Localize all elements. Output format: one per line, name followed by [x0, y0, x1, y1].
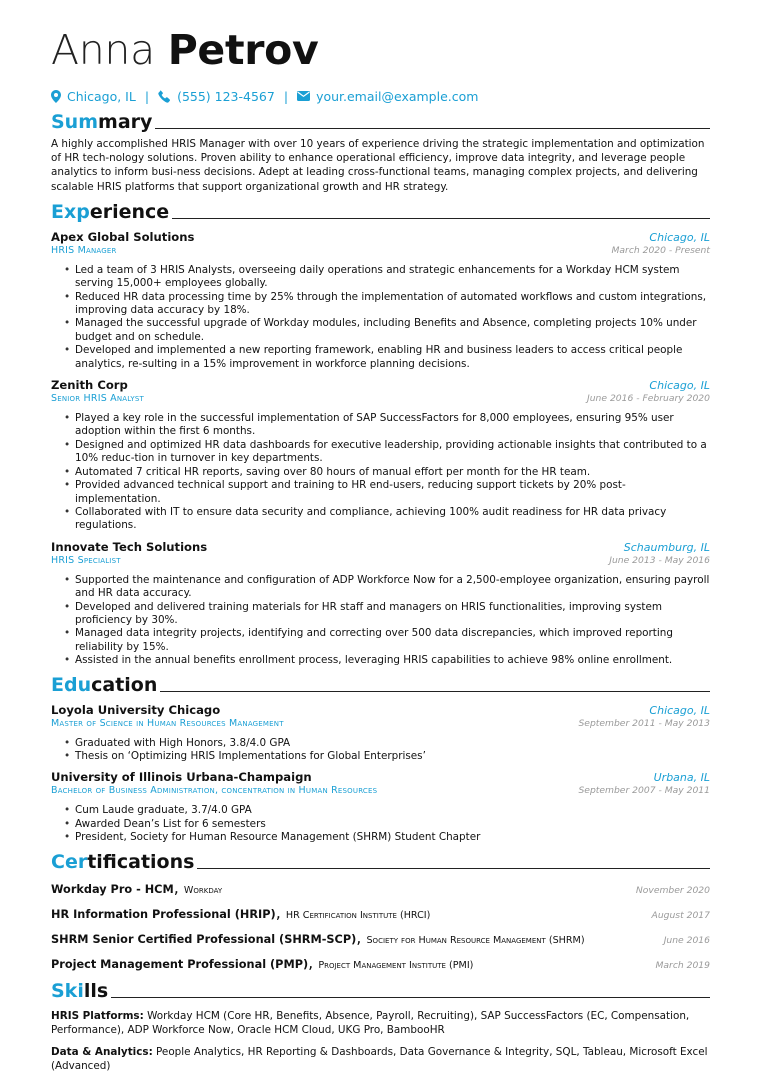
contact-separator: | [144, 88, 150, 104]
job-location: Chicago, IL [649, 379, 710, 393]
bullet-item: • Led a team of 3 HRIS Analysts, overseeing daily operations and strategic enhancements for a Workday HCM system serving 15,000+ employees globally. [75, 264, 710, 291]
certification-list [51, 878, 710, 978]
bullet-item: • Designed and optimized HR data dashboards for executive leadership, providing actionable insights that contributed to a 10% reduc-tion in turnover in key departments. [75, 439, 710, 466]
contact-email[interactable] [297, 89, 478, 104]
contact-line [51, 87, 710, 105]
bullet-item: • Automated 7 critical HR reports, saving over 80 hours of manual effort per month for the HR team. [75, 466, 710, 479]
certification-item: Project Management Professional (PMP), Project Management Institute (PMI) March 2019 [51, 952, 710, 972]
school-dates: September 2007 - May 2011 [578, 785, 710, 797]
certification-issuer: Project Management Institute (PMI) [318, 959, 474, 971]
skill-row [51, 1009, 710, 1037]
job-bullets [51, 264, 710, 371]
section-rule [155, 128, 710, 129]
certification-issuer: Workday [183, 884, 223, 896]
degree: Bachelor of Business Administration, concentration in Human Resources [51, 785, 378, 797]
skills-heading [51, 978, 710, 1002]
bullet-item: • Assisted in the annual benefits enrollment process, leveraging HRIS capabilities to achieve 98% online enrollment. [75, 654, 710, 667]
skill-category: Data & Analytics: [51, 1046, 153, 1058]
section-title: Summary [51, 111, 153, 133]
skill-category: HRIS Platforms: [51, 1009, 144, 1022]
job-title: HRIS Specialist [51, 554, 121, 566]
certification-issuer: Society for Human Resource Management (SHRM) [366, 934, 585, 946]
section-title: Experience [51, 200, 170, 223]
skill-list: People Analytics, HR Reporting & Dashboards, Data Governance & Integrity, SQL, Tableau, Microsoft Excel (Advanced) [51, 1046, 708, 1073]
school-dates: September 2011 - May 2013 [578, 717, 710, 729]
bullet-item: • Managed the successful upgrade of Workday modules, including Benefits and Absence, completing projects 10% under budget and on schedule. [75, 317, 710, 344]
certification-item: HR Information Professional (HRIP), HR Certification Institute (HRCI) August 2017 [51, 902, 710, 922]
candidate-name [51, 26, 710, 76]
job-entry [51, 540, 710, 668]
certification-name: SHRM Senior Certified Professional (SHRM-SCP) [51, 932, 357, 946]
bullet-item: • Cum Laude graduate, 3.7/4.0 GPA [75, 804, 710, 817]
bullet-item: • Provided advanced technical support and training to HR end-users, reducing support tickets by 20% post-implementation. [75, 479, 710, 506]
first-name: Anna [51, 26, 155, 74]
section-title: Skills [51, 979, 109, 1002]
job-dates: March 2020 - Present [611, 244, 710, 256]
certification-item: Workday Pro - HCM, Workday November 2020 [51, 877, 710, 897]
bullet-item: • Awarded Dean’s List for 6 semesters [75, 818, 710, 831]
school-location: Urbana, IL [653, 771, 710, 785]
location-text: Chicago, IL [67, 88, 136, 104]
bullet-item: • Developed and delivered training materials for HR staff and managers on HRIS functionalities, improving system proficiency by 30%. [75, 601, 710, 628]
contact-location [51, 89, 136, 104]
section-title: Certifications [51, 850, 195, 873]
section-rule [160, 691, 710, 692]
job-bullets [51, 574, 710, 668]
email-link[interactable]: your.email@example.com [316, 88, 479, 104]
education-bullets [51, 737, 710, 764]
job-location: Chicago, IL [649, 230, 710, 244]
certification-item: SHRM Senior Certified Professional (SHRM-SCP), Society for Human Resource Management (SHRM) June 2016 [51, 927, 710, 947]
contact-separator: | [283, 88, 289, 104]
job-dates: June 2016 - February 2020 [587, 393, 710, 405]
job-location: Schaumburg, IL [623, 540, 710, 554]
employer-name: Innovate Tech Solutions [51, 539, 208, 554]
summary-heading [51, 109, 710, 133]
phone-icon [158, 90, 171, 103]
job-entry [51, 378, 710, 533]
section-rule [111, 997, 710, 998]
certifications-heading [51, 849, 710, 873]
envelope-icon [297, 91, 310, 101]
section-title: Education [51, 673, 158, 696]
summary-text: A highly accomplished HRIS Manager with over 10 years of experience driving the strategic implementation and optimization of HR tech-nology solutions. Proven ability to enhance operational efficiency, improve data integrity, and leverage people analytics to inform busi-ness decisions. Adept at leading cross-functional teams, managing complex projects, and delivering scalable HRIS platforms that support organizational growth and HR strategy. [51, 138, 705, 193]
job-title: HRIS Manager [51, 244, 117, 256]
bullet-item: • Managed data integrity projects, identifying and correcting over 500 data discrepancies, which improved reporting reliability by 15%. [75, 627, 710, 654]
school-location: Chicago, IL [649, 703, 710, 717]
bullet-item: • Supported the maintenance and configuration of ADP Workforce Now for a 2,500-employee organization, ensuring payroll and HR data accuracy. [75, 574, 710, 601]
bullet-item: • Reduced HR data processing time by 25% through the implementation of automated workflows and custom integrations, improving data accuracy by 18%. [75, 291, 710, 318]
education-entry [51, 770, 710, 844]
certification-name: HR Information Professional (HRIP) [51, 907, 276, 921]
phone-text: (555) 123-4567 [177, 88, 275, 104]
education-entry [51, 703, 710, 764]
school-name: Loyola University Chicago [51, 702, 221, 717]
bullet-item: • Played a key role in the successful implementation of SAP SuccessFactors for 8,000 employees, ensuring 95% user adoption within the first 6 months. [75, 412, 710, 439]
certification-issuer: HR Certification Institute (HRCI) [285, 909, 431, 921]
certification-date: June 2016 [663, 934, 710, 946]
skill-list: Workday HCM (Core HR, Benefits, Absence, Payroll, Recruiting), SAP SuccessFactors (EC, Compensation, Performance), ADP Workforce Now, Oracle HCM Cloud, UKG Pro, BambooHR [51, 1009, 690, 1036]
job-bullets [51, 412, 710, 533]
experience-heading [51, 199, 710, 223]
certification-name: Workday Pro - HCM [51, 882, 174, 896]
section-rule [172, 218, 710, 219]
employer-name: Zenith Corp [51, 378, 128, 393]
certification-date: August 2017 [651, 909, 710, 921]
employer-name: Apex Global Solutions [51, 229, 195, 244]
map-pin-icon [51, 90, 61, 103]
education-heading [51, 672, 710, 696]
skill-row [51, 1045, 710, 1073]
job-dates: June 2013 - May 2016 [609, 554, 710, 566]
degree: Master of Science in Human Resources Management [51, 717, 284, 729]
job-title: Senior HRIS Analyst [51, 393, 145, 405]
bullet-item: • Collaborated with IT to ensure data security and compliance, achieving 100% audit readiness for HR data privacy regulations. [75, 506, 710, 533]
bullet-item: • Developed and implemented a new reporting framework, enabling HR and business leaders to access critical people analytics, re-sulting in a 15% improvement in workforce planning decisions. [75, 344, 710, 371]
section-rule [197, 868, 710, 869]
contact-phone [158, 89, 275, 104]
bullet-item: • President, Society for Human Resource Management (SHRM) Student Chapter [75, 831, 710, 844]
bullet-item: • Thesis on ‘Optimizing HRIS Implementations for Global Enterprises’ [75, 750, 710, 763]
certification-date: November 2020 [635, 884, 710, 896]
certification-date: March 2019 [655, 959, 710, 971]
bullet-item: • Graduated with High Honors, 3.8/4.0 GPA [75, 737, 710, 750]
last-name: Petrov [167, 26, 319, 74]
school-name: University of Illinois Urbana-Champaign [51, 770, 312, 785]
education-bullets [51, 804, 710, 844]
job-entry [51, 230, 710, 371]
certification-name: Project Management Professional (PMP) [51, 957, 309, 971]
